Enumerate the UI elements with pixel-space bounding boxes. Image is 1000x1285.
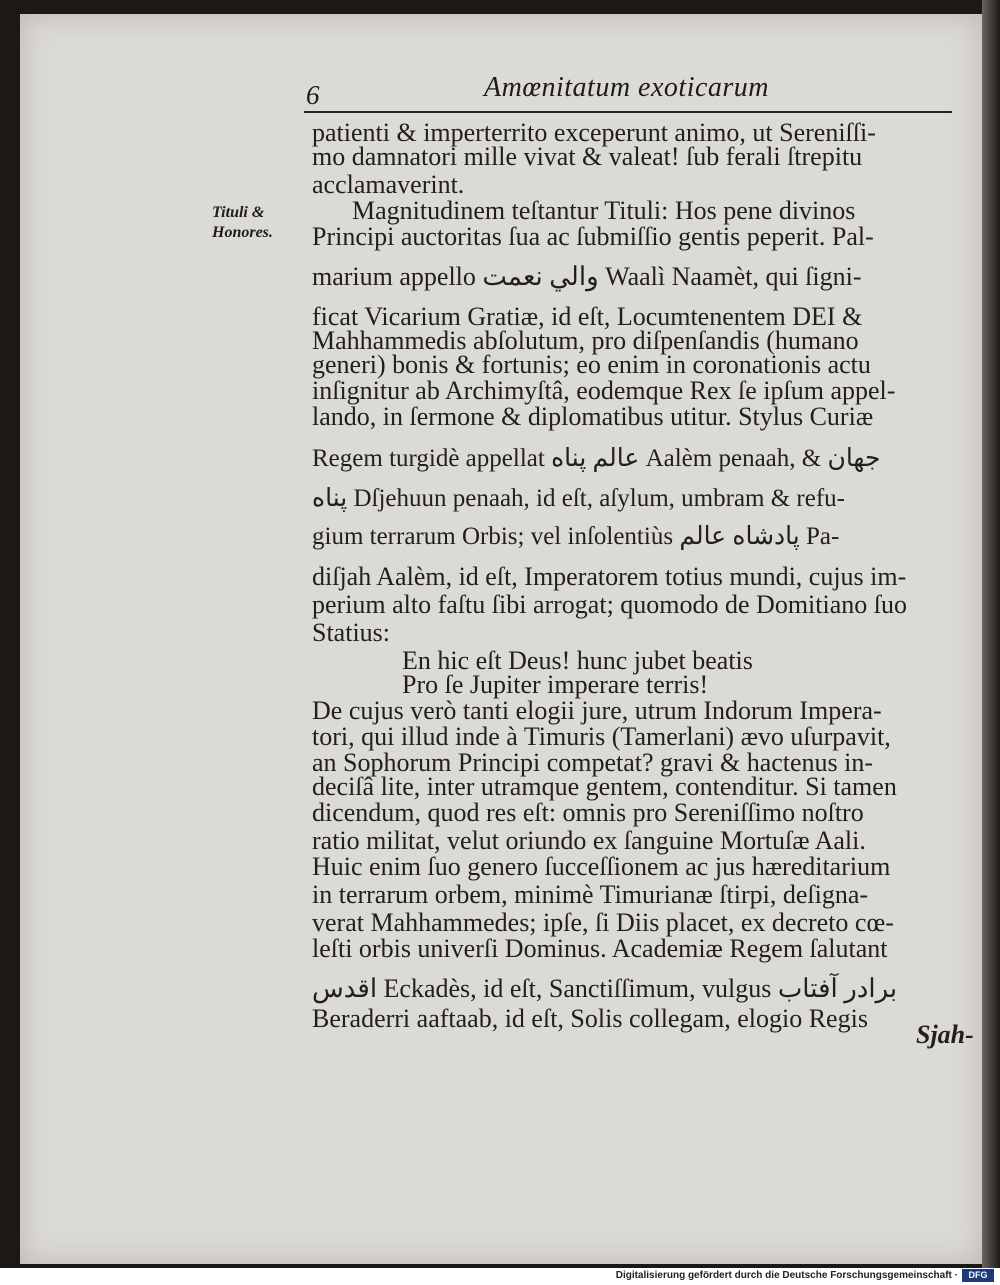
text-line: deciſâ lite, inter utramque gentem, contenditur. Si tamen bbox=[312, 772, 897, 801]
text-line: diſjah Aalèm, id eſt, Imperatorem totius mundi, cujus im- bbox=[312, 562, 907, 591]
page-number: 6 bbox=[306, 80, 320, 110]
page-edge-shadow bbox=[982, 0, 1000, 1268]
text-line: tori, qui illud inde à Timuris (Tamerlani) ævo uſurpavit, bbox=[312, 722, 891, 751]
text-line: in terrarum orbem, minimè Timurianæ ſtirpi, deſigna- bbox=[312, 880, 869, 909]
text-line: Principi auctoritas ſua ac ſubmiſſio gentis peperit. Pal- bbox=[312, 222, 874, 251]
header-rule bbox=[304, 111, 952, 113]
text-line: پناه Dſjehuun penaah, id eſt, aſylum, umbram & refu- bbox=[312, 485, 845, 512]
text-line: an Sophorum Principi competat? gravi & hactenus in- bbox=[312, 748, 874, 777]
running-title: Amœnitatum exoticarum bbox=[484, 72, 770, 103]
text-line: inſignitur ab Archimyſtâ, eodemque Rex ſe ipſum appel- bbox=[312, 376, 896, 405]
text-line: Regem turgidè appellat عالم پناه Aalèm penaah, & جهان bbox=[312, 445, 881, 472]
text-line: Beraderri aaftaab, id eſt, Solis collegam, elogio Regis bbox=[312, 1004, 868, 1033]
dfg-logo: DFG bbox=[962, 1269, 994, 1282]
footer-credit: Digitalisierung gefördert durch die Deutsche Forschungsgemeinschaft · bbox=[615, 1270, 958, 1281]
text-line: Huic enim ſuo genero ſucceſſionem ac jus hæreditarium bbox=[312, 852, 891, 881]
marginal-note-line: Honores. bbox=[212, 224, 273, 241]
text-line: gium terrarum Orbis; vel inſolentiùs پادشاه عالم Pa- bbox=[312, 523, 840, 550]
text-line: perium alto faſtu ſibi arrogat; quomodo de Domitiano ſuo bbox=[312, 590, 907, 619]
text-line: ficat Vicarium Gratiæ, id eſt, Locumtenentem DEI & bbox=[312, 302, 863, 331]
text-line: dicendum, quod res eſt: omnis pro Sereniſſimo noſtro bbox=[312, 798, 864, 827]
text-line: De cujus verò tanti elogii jure, utrum Indorum Impera- bbox=[312, 696, 882, 725]
text-line: generi) bonis & fortunis; eo enim in coronationis actu bbox=[312, 350, 871, 379]
text-line: leſti orbis univerſi Dominus. Academiæ Regem ſalutant bbox=[312, 934, 888, 963]
catchword: Sjah- bbox=[916, 1020, 974, 1049]
text-line: acclamaverint. bbox=[312, 170, 465, 199]
text-line: lando, in ſermone & diplomatibus utitur. Stylus Curiæ bbox=[312, 402, 874, 431]
marginal-note-line: Tituli & bbox=[212, 204, 265, 221]
text-line: marium appello والي نعمت Waalì Naamèt, qui ſigni- bbox=[312, 262, 862, 291]
text-line: mo damnatori mille vivat & valeat! ſub ferali ſtrepitu bbox=[312, 142, 863, 171]
text-line: ratio militat, velut oriundo ex ſanguine Mortuſæ Aali. bbox=[312, 826, 866, 855]
text-line: Mahhammedis abſolutum, pro diſpenſandis (humano bbox=[312, 326, 859, 355]
text-line: patienti & imperterrito exceperunt animo, ut Sereniſſi- bbox=[312, 118, 876, 147]
text-line: Magnitudinem teſtantur Tituli: Hos pene divinos bbox=[352, 196, 856, 225]
marginal-note bbox=[212, 203, 273, 243]
text-line: verat Mahhammedes; ipſe, ſi Diis placet, ex decreto cœ- bbox=[312, 908, 894, 937]
text-line: En hic eſt Deus! hunc jubet beatis bbox=[402, 646, 753, 675]
text-line: اقدس Eckadès, id eſt, Sanctiſſimum, vulgus برادر آفتاب bbox=[312, 974, 898, 1003]
text-line: Statius: bbox=[312, 618, 391, 647]
text-line: Pro ſe Jupiter imperare terris! bbox=[402, 670, 709, 699]
